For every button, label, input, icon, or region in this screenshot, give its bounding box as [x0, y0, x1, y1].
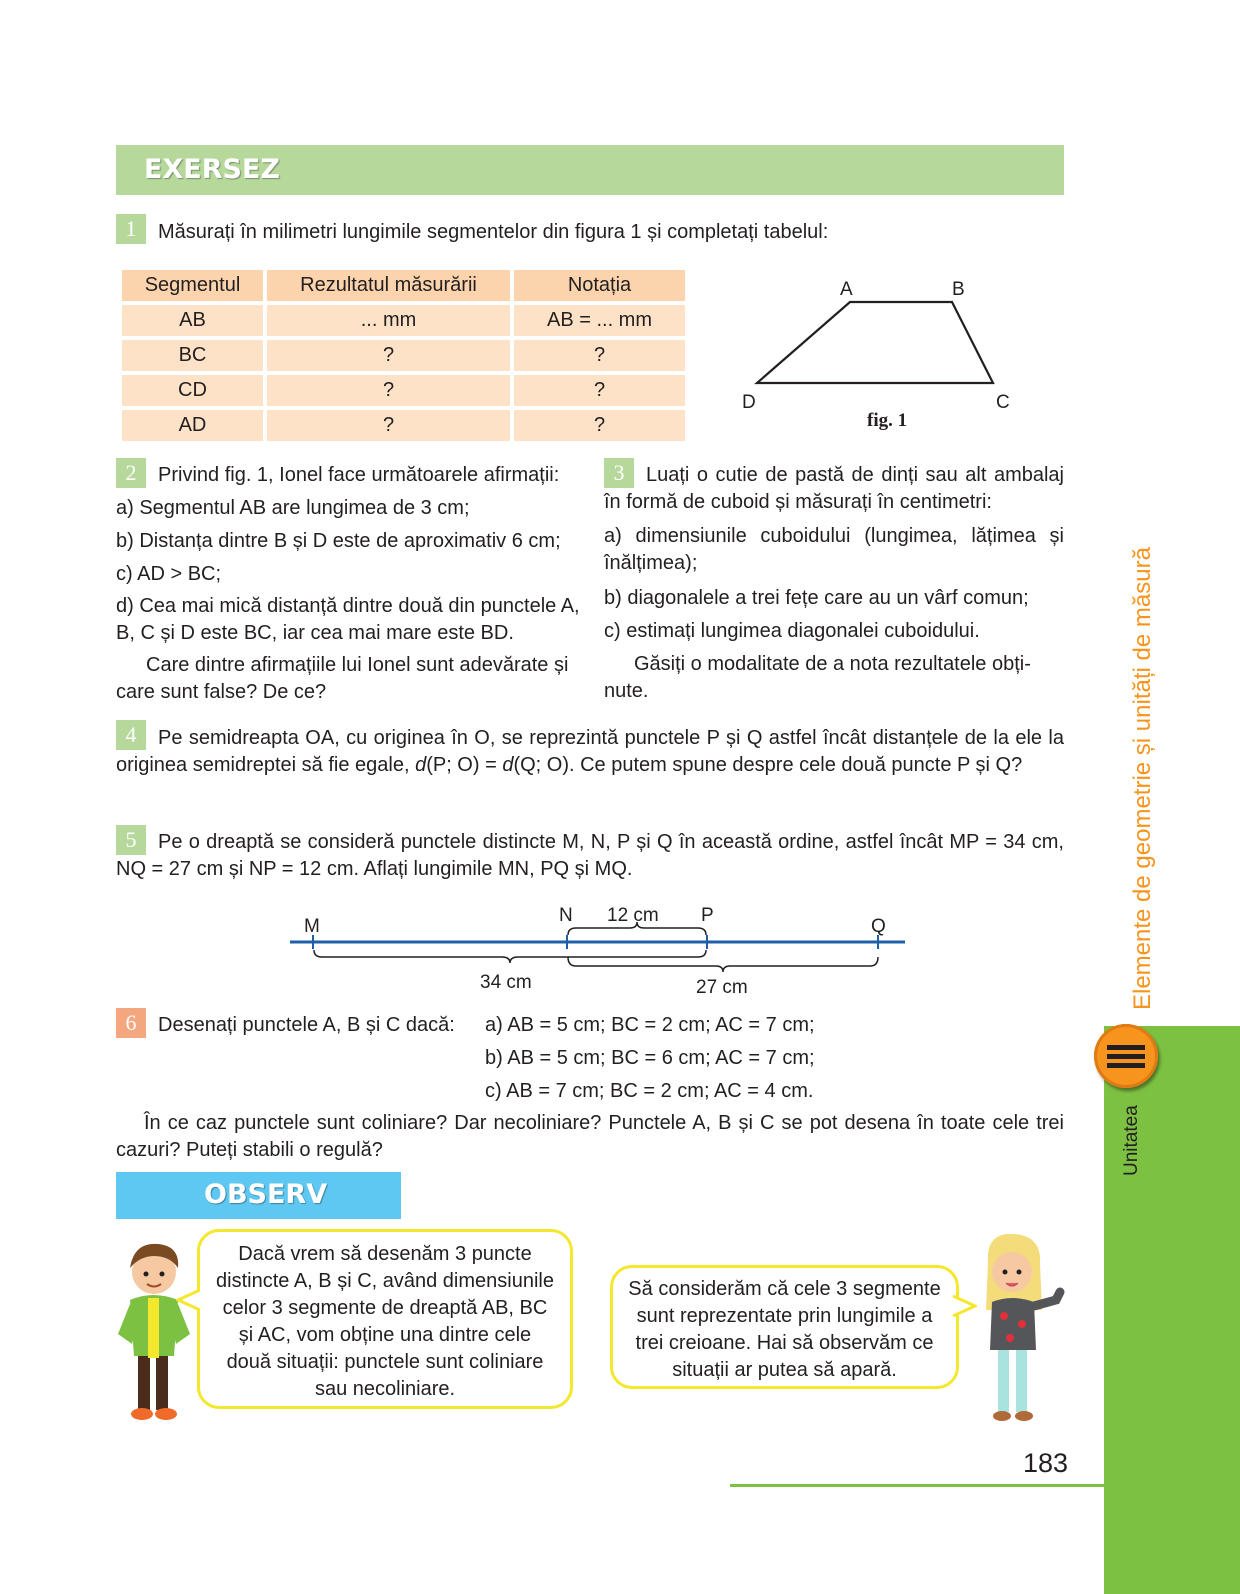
table-header-row — [122, 270, 685, 301]
vertex-label-d: D — [742, 392, 756, 413]
point-label-m: M — [304, 916, 320, 937]
roman-three-icon — [1094, 1024, 1158, 1088]
exercise-number-4: 4 — [116, 720, 146, 750]
point-label-p: P — [701, 905, 714, 926]
table-cell: AB = ... mm — [514, 305, 685, 336]
exercise-6-question: În ce caz punctele sunt coliniare? Dar necoliniare? Punctele A, B și C se pot desena în toate cele trei cazuri? Puteți stabili o regulă? — [116, 1112, 1064, 1161]
table-cell: ... mm — [267, 305, 510, 336]
exercise-3-intro: Luați o cutie de pastă de dinți sau alt ambalaj în formă de cuboid și măsurați în centimetri: — [604, 464, 1064, 513]
exersez-header — [116, 145, 1064, 195]
unit-roman-badge — [1094, 1024, 1158, 1088]
brace-nq — [568, 957, 878, 972]
exercise-number-2: 2 — [116, 458, 146, 488]
vertex-label-b: B — [952, 279, 965, 300]
table-cell: ? — [267, 375, 510, 406]
table-cell: ? — [267, 410, 510, 441]
table-cell: ? — [514, 375, 685, 406]
vertex-label-c: C — [996, 392, 1010, 413]
measurement-table — [118, 266, 689, 445]
exercise-2-intro: Privind fig. 1, Ionel face următoarele afirmații: — [158, 464, 560, 486]
exercise-4-text-part: (Q; O). Ce putem spune despre cele două puncte P și Q? — [513, 754, 1023, 776]
table-header: Notația — [514, 270, 685, 301]
exercise-6-case-c: c) AB = 7 cm; BC = 2 cm; AC = 4 cm. — [485, 1080, 814, 1102]
exercise-3-item-a: a) dimensiunile cuboidului (lungimea, lățimea și înălțimea); — [604, 525, 1064, 574]
observ-title: OBSERV — [204, 1179, 328, 1210]
point-label-q: Q — [871, 916, 886, 937]
exercise-4-text — [116, 725, 1064, 779]
number-line-diagram — [280, 895, 920, 1005]
distance-symbol: d — [502, 754, 514, 776]
label-nq: 27 cm — [696, 977, 748, 998]
exercise-2-question: Care dintre afirmațiile lui Ionel sunt adevărate și care sunt false? De ce? — [116, 654, 569, 703]
exercise-number-6: 6 — [116, 1008, 146, 1038]
speech-bubble-right — [610, 1265, 959, 1389]
table-row — [122, 375, 685, 406]
exercise-number-3: 3 — [604, 458, 634, 488]
table-cell: ? — [514, 410, 685, 441]
exercise-4-text-part: Pe semidreapta OA, cu originea în O, se reprezintă punctele P și Q astfel încât distanțele de la ele la originea semidreptei să fie egale, — [116, 727, 1064, 776]
exercise-5-text: Pe o dreaptă se consideră punctele distincte M, N, P și Q în această ordine, astfel încât MP = 34 cm, NQ = 27 cm și NP = 12 cm. Aflați lungimile MN, PQ și MQ. — [116, 831, 1064, 880]
girl-character-icon — [966, 1232, 1066, 1427]
exercise-3-final: Găsiți o modalitate de a nota rezultatele obți-nute. — [604, 653, 1031, 702]
table-cell: AD — [122, 410, 263, 441]
table-cell: ? — [267, 340, 510, 371]
exercise-2-item-a: a) Segmentul AB are lungimea de 3 cm; — [116, 497, 470, 519]
exercise-1-text: Măsurați în milimetri lungimile segmentelor din figura 1 și completați tabelul: — [158, 221, 829, 243]
exersez-title: EXERSEZ — [144, 154, 280, 185]
exercise-4-text-part: (P; O) = — [426, 754, 503, 776]
exercise-6-intro: Desenați punctele A, B și C dacă: — [158, 1014, 455, 1036]
point-label-n: N — [559, 905, 573, 926]
exercise-3-item-c: c) estimați lungimea diagonalei cuboidului. — [604, 620, 980, 642]
boy-character-icon — [112, 1234, 198, 1424]
exercise-2-item-d: d) Cea mai mică distanță dintre două din punctele A, B, C și D este BC, iar cea mai mare este BD. — [116, 595, 580, 644]
brace-mp — [314, 950, 706, 963]
footer-rule — [730, 1484, 1104, 1487]
sidebar-unit-label: Unitatea — [1121, 1105, 1142, 1176]
exercise-2-item-c: c) AD > BC; — [116, 563, 222, 585]
table-row — [122, 410, 685, 441]
table-cell: AB — [122, 305, 263, 336]
sidebar-chapter-title: Elemente de geometrie și unități de măsură — [1129, 547, 1156, 1010]
table-row — [122, 340, 685, 371]
label-mp: 34 cm — [480, 972, 532, 993]
distance-symbol: d — [415, 754, 427, 776]
figure-caption: fig. 1 — [867, 410, 908, 431]
exercise-6-case-b: b) AB = 5 cm; BC = 6 cm; AC = 7 cm; — [485, 1047, 815, 1069]
trapezoid-shape — [757, 302, 993, 383]
table-header: Segmentul — [122, 270, 263, 301]
table-cell: CD — [122, 375, 263, 406]
table-cell: BC — [122, 340, 263, 371]
table-header: Rezultatul măsurării — [267, 270, 510, 301]
exercise-number-1: 1 — [116, 214, 146, 244]
vertex-label-a: A — [840, 279, 853, 300]
bubble-left-text: Dacă vrem să desenăm 3 puncte distincte A, B și C, având dimensiunile celor 3 segmente de dreaptă AB, BC și AC, vom obține una dintre cele două situații: punctele sunt coliniare sau necoliniare. — [216, 1243, 554, 1400]
page-number: 183 — [1022, 1448, 1068, 1478]
label-np: 12 cm — [607, 905, 659, 926]
exercise-6-case-a: a) AB = 5 cm; BC = 2 cm; AC = 7 cm; — [485, 1014, 815, 1036]
bubble-right-text: Să considerăm că cele 3 segmente sunt reprezentate prin lungimile a trei creioane. Hai să observăm ce situații ar putea să apară. — [628, 1278, 941, 1381]
bubble-left-tail — [176, 1288, 202, 1312]
exercise-3-item-b: b) diagonalele a trei fețe care au un vârf comun; — [604, 587, 1029, 609]
speech-bubble-left — [197, 1229, 573, 1409]
observ-header — [116, 1172, 401, 1219]
table-cell: ? — [514, 340, 685, 371]
table-row — [122, 305, 685, 336]
trapezoid-figure — [730, 270, 1030, 440]
exercise-2-item-b: b) Distanța dintre B și D este de aproximativ 6 cm; — [116, 530, 561, 552]
exercise-number-5: 5 — [116, 825, 146, 855]
